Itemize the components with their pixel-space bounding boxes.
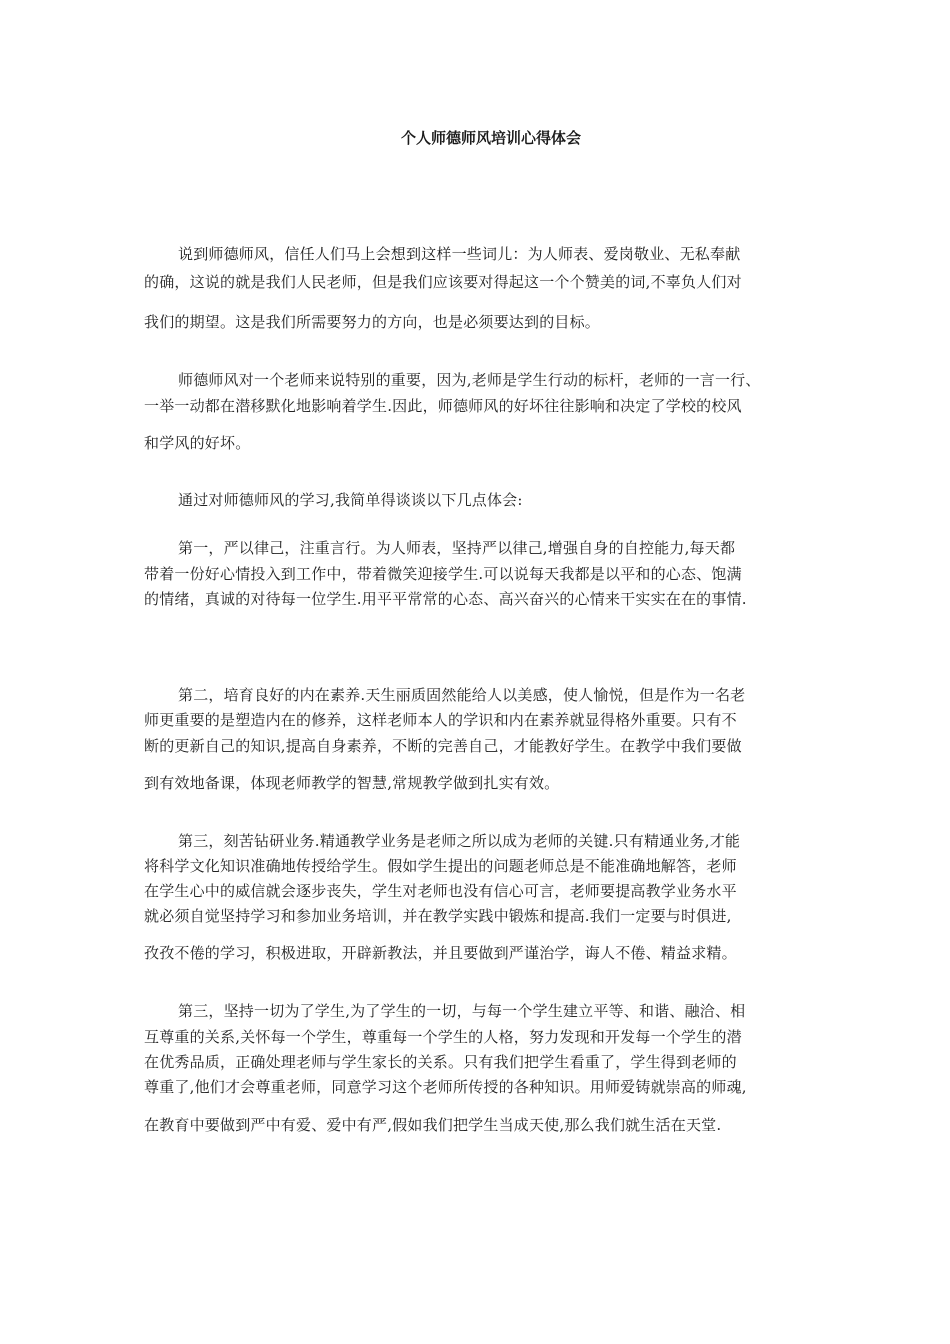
document-title: 个人师德师风培训心得体会	[400, 129, 581, 147]
paragraph-6-line-1: 第三，刻苦钻研业务.精通教学业务是老师之所以成为老师的关键.只有精通业务,才能	[178, 832, 741, 850]
paragraph-1-line-2: 的确，这说的就是我们人民老师，但是我们应该要对得起这一个个赞美的词,不辜负人们对	[144, 273, 742, 291]
paragraph-5-line-3: 断的更新自己的知识,提高自身素养，不断的完善自己，才能教好学生。在教学中我们要做	[144, 737, 742, 755]
paragraph-7-line-4: 尊重了,他们才会尊重老师，同意学习这个老师所传授的各种知识。用师爱铸就崇高的师魂,	[144, 1078, 747, 1096]
paragraph-2-line-3: 和学风的好坏。	[144, 434, 251, 452]
paragraph-4-line-2: 带着一份好心情投入到工作中，带着微笑迎接学生.可以说每天我都是以平和的心态、饱满	[144, 565, 742, 583]
paragraph-5-line-2: 师更重要的是塑造内在的修养，这样老师本人的学识和内在素养就显得格外重要。只有不	[144, 711, 737, 729]
paragraph-6-line-5: 孜孜不倦的学习，积极进取，开辟新教法，并且要做到严谨治学，诲人不倦、精益求精。	[144, 944, 737, 962]
paragraph-7-line-1: 第三，坚持一切为了学生,为了学生的一切，与每一个学生建立平等、和谐、融洽、相	[178, 1002, 746, 1020]
paragraph-4-line-1: 第一，严以律己，注重言行。为人师表，坚持严以律己,增强自身的自控能力,每天都	[178, 539, 736, 557]
paragraph-7-line-2: 互尊重的关系,关怀每一个学生，尊重每一个学生的人格，努力发现和开发每一个学生的潜	[144, 1028, 742, 1046]
paragraph-5-line-1: 第二，培育良好的内在素养.天生丽质固然能给人以美感，使人愉悦，但是作为一名老	[178, 686, 746, 704]
paragraph-6-line-3: 在学生心中的威信就会逐步丧失，学生对老师也没有信心可言，老师要提高教学业务水平	[144, 882, 737, 900]
paragraph-2-line-2: 一举一动都在潜移默化地影响着学生.因此，师德师风的好坏往往影响和决定了学校的校风	[144, 397, 742, 415]
paragraph-6-line-2: 将科学文化知识准确地传授给学生。假如学生提出的问题老师总是不能准确地解答，老师	[144, 857, 737, 875]
paragraph-6-line-4: 就必须自觉坚持学习和参加业务培训，并在教学实践中锻炼和提高.我们一定要与时俱进,	[144, 907, 732, 925]
paragraph-3-line-1: 通过对师德师风的学习,我简单得谈谈以下几点体会:	[178, 491, 523, 509]
paragraph-7-line-5: 在教育中要做到严中有爱、爱中有严,假如我们把学生当成天使,那么我们就生活在天堂.	[144, 1116, 722, 1134]
paragraph-5-line-4: 到有效地备课，体现老师教学的智慧,常规教学做到扎实有效。	[144, 774, 560, 792]
paragraph-1-line-3: 我们的期望。这是我们所需要努力的方向，也是必须要达到的目标。	[144, 313, 601, 331]
paragraph-2-line-1: 师德师风对一个老师来说特别的重要，因为,老师是学生行动的标杆，老师的一言一行、	[178, 371, 761, 389]
paragraph-1-line-1: 说到师德师风，信任人们马上会想到这样一些词儿：为人师表、爱岗敬业、无私奉献	[178, 245, 741, 263]
paragraph-7-line-3: 在优秀品质，正确处理老师与学生家长的关系。只有我们把学生看重了，学生得到老师的	[144, 1053, 737, 1071]
paragraph-4-line-3: 的情绪，真诚的对待每一位学生.用平平常常的心态、高兴奋兴的心情来干实实在在的事情.	[144, 590, 747, 608]
